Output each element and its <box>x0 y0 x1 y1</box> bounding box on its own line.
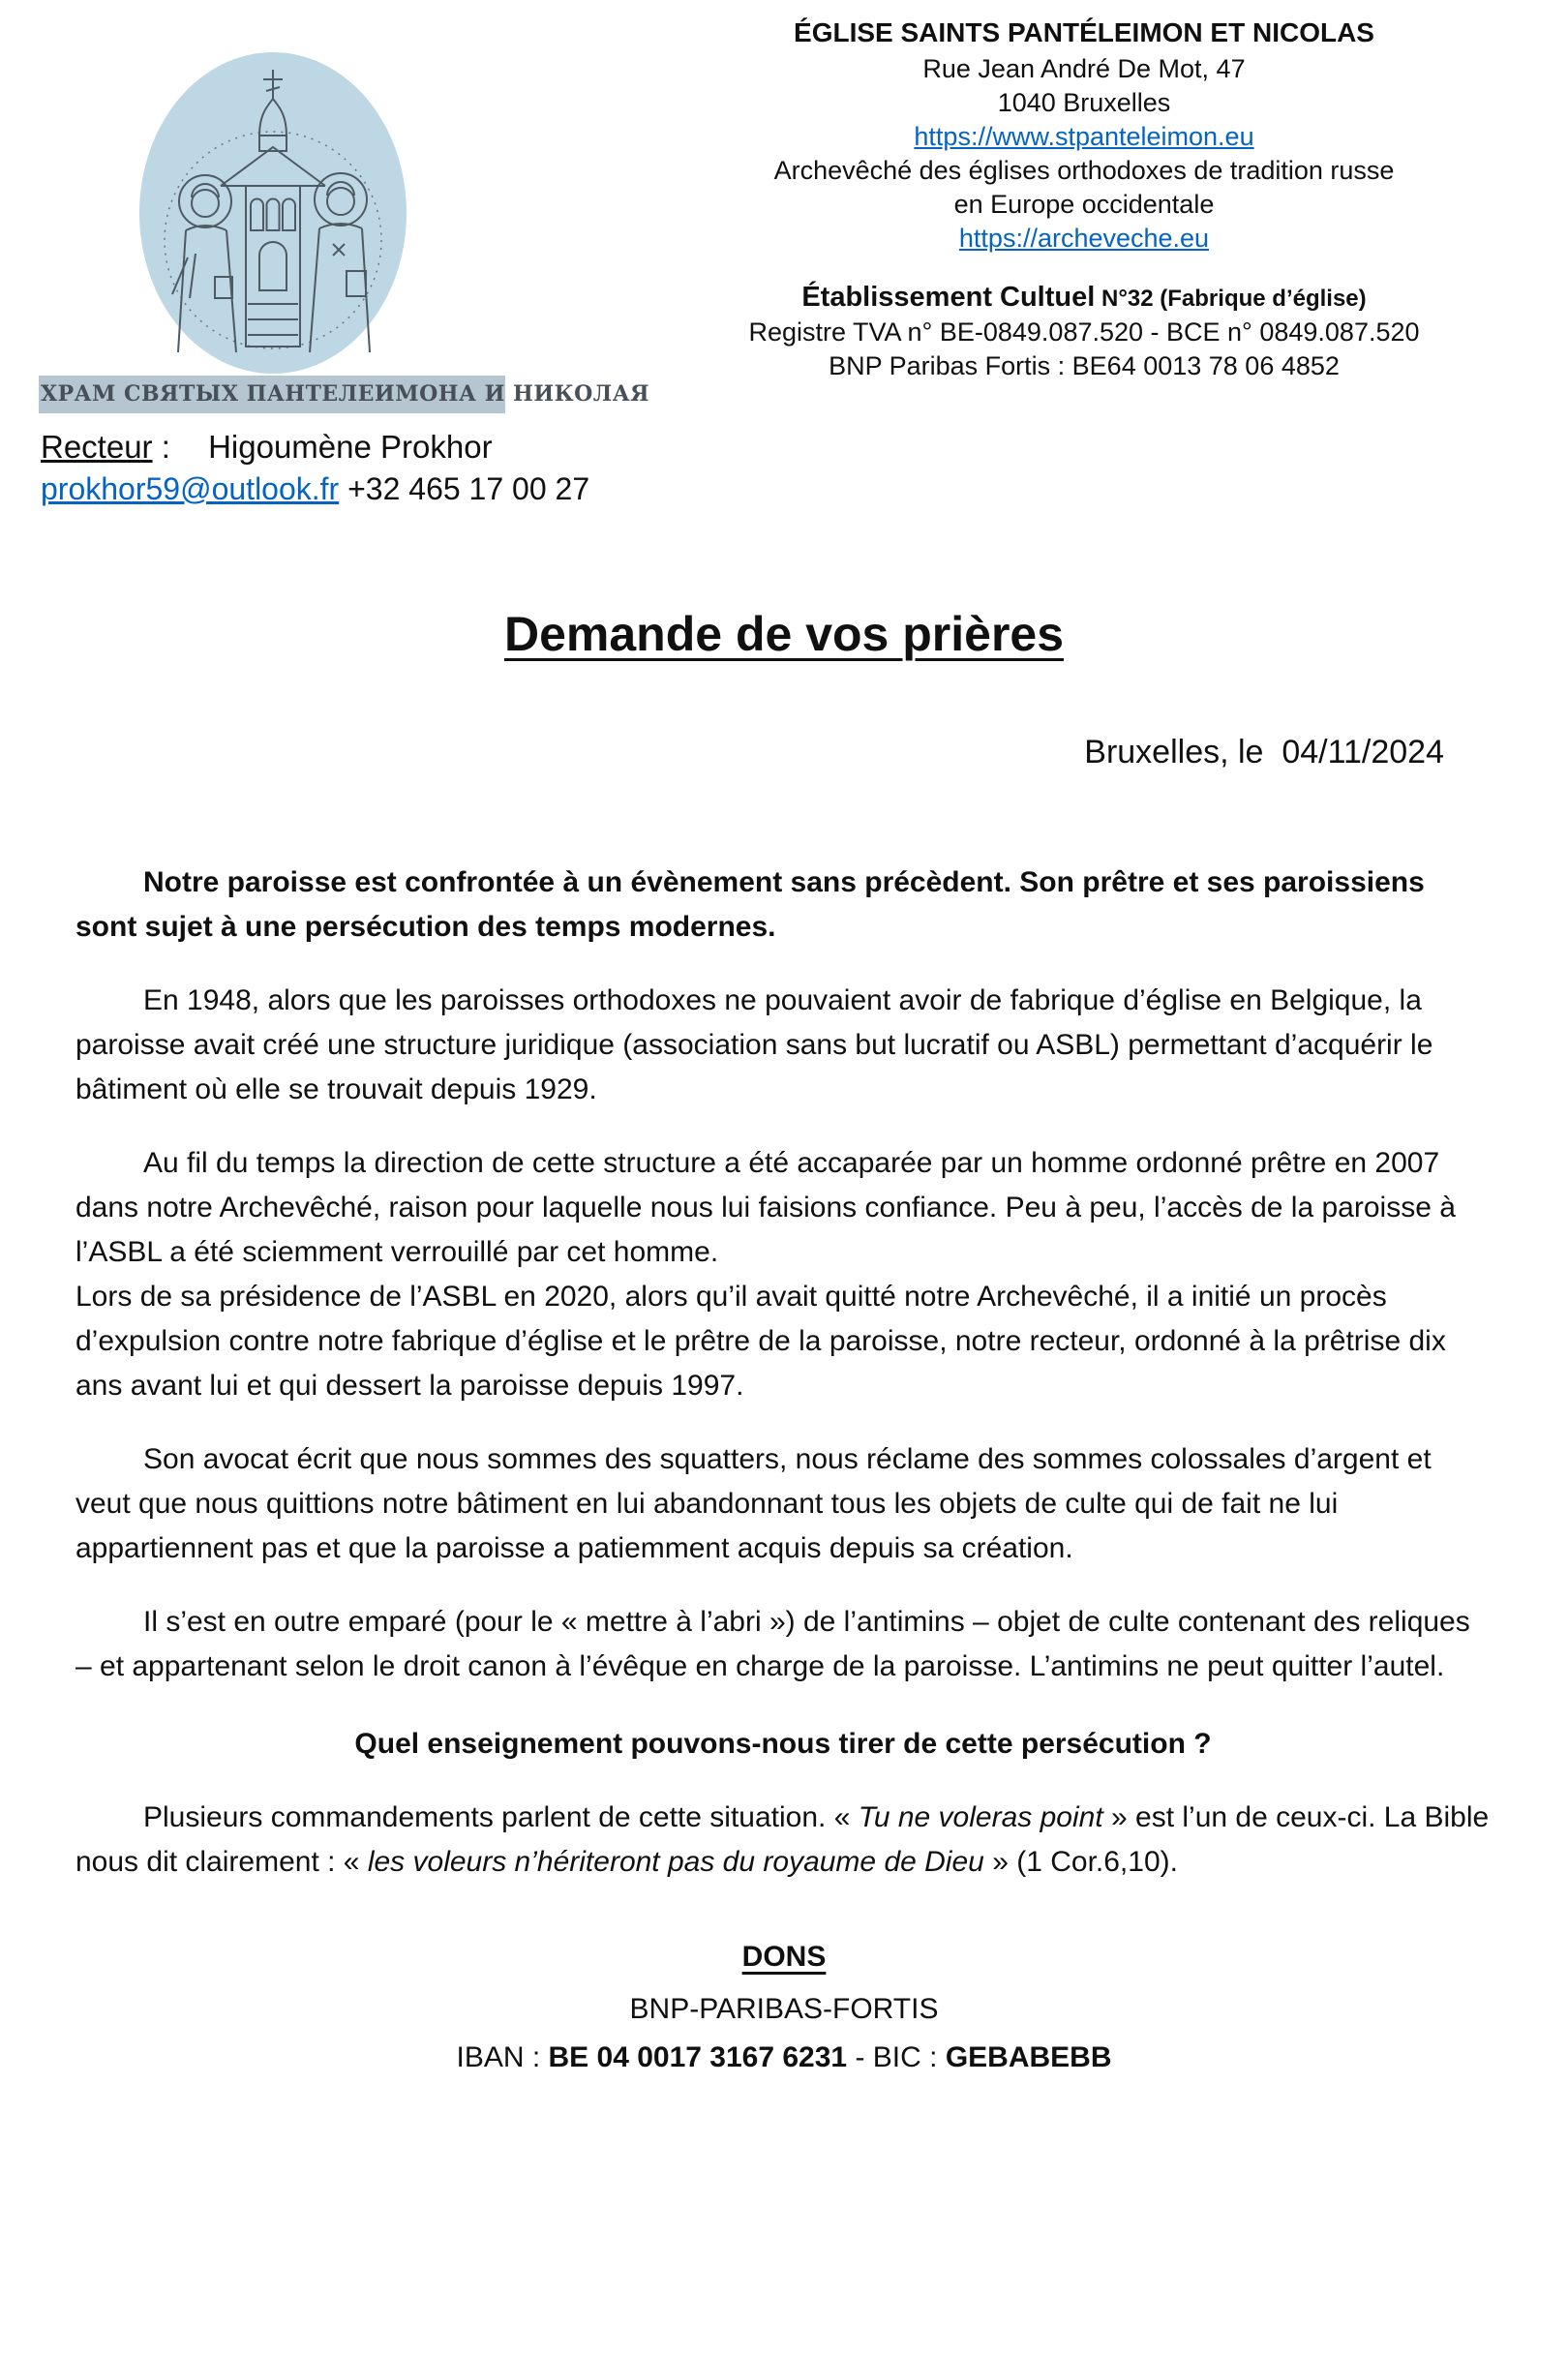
rector-name: Higoumène Prokhor <box>208 429 493 465</box>
establishment-line <box>600 281 1568 316</box>
paragraph-commandments <box>75 1796 1491 1885</box>
paragraph-intro: Notre paroisse est confrontée à un évènement sans précèdent. Son prêtre et ses paroissiens sont sujet à une persécution des temps modernes. <box>75 866 1425 943</box>
dateline: Bruxelles, le 04/11/2024 <box>1084 734 1444 770</box>
establishment-detail: N°32 (Fabrique d’église) <box>1095 286 1367 312</box>
rector-contact-line <box>41 471 600 507</box>
bic-value: GEBABEBB <box>945 2041 1112 2073</box>
iban-bic-separator: - <box>847 2041 873 2073</box>
letterhead-right-column <box>600 0 1568 507</box>
paragraph-1948: En 1948, alors que les paroisses orthodoxes ne pouvaient avoir de fabrique d’église en Belgique, la paroisse avait créé une structure juridique (association sans but lucratif ou ASBL) permettant d’acquérir le bâtiment où elle se trouvait depuis 1929. <box>75 984 1433 1105</box>
church-name: ÉGLISE SAINTS PANTÉLEIMON ET NICOLAS <box>794 17 1374 47</box>
donations-heading: DONS <box>741 1941 827 1973</box>
commandments-quote-2: les voleurs n’hériteront pas du royaume de Dieu <box>367 1846 984 1878</box>
diocese-website-link[interactable]: https://archeveche.eu <box>958 224 1210 253</box>
commandments-text-3: » (1 Cor.6,10). <box>983 1846 1178 1878</box>
paragraph-lawsuit: Lors de sa présidence de l’ASBL en 2020, alors qu’il avait quitté notre Archevêché, il a initié un procès d’expulsion contre notre fabrique d’église et le prêtre de la paroisse, notre recteur, ordonné à la prêtrise dix ans avant lui et qui dessert la paroisse depuis 1997. <box>75 1281 1446 1402</box>
commandments-text-2: » est l’un de ceux-ci. La Bible nous dit clairement : « <box>75 1801 1490 1878</box>
rector-block <box>41 429 600 507</box>
letterhead-left-column <box>0 0 650 507</box>
affiliation-line-1: Archevêché des églises orthodoxes de tradition russe <box>773 156 1395 185</box>
letterhead <box>0 0 1568 507</box>
rector-colon: : <box>152 429 180 465</box>
address-line-1: Rue Jean André De Mot, 47 <box>922 54 1246 83</box>
rector-email-link[interactable]: prokhor59@outlook.fr <box>41 471 340 506</box>
rector-phone: +32 465 17 00 27 <box>347 471 590 506</box>
church-logo <box>137 50 408 376</box>
affiliation-line-2: en Europe occidentale <box>953 190 1215 219</box>
church-website-link[interactable]: https://www.stpanteleimon.eu <box>914 122 1254 151</box>
address-line-2: 1040 Bruxelles <box>997 88 1171 117</box>
bic-label: BIC : <box>872 2041 946 2073</box>
commandments-quote-1: Tu ne voleras point <box>858 1801 1103 1833</box>
rector-label: Recteur <box>41 429 153 465</box>
donations-bank-name: BNP-PARIBAS-FORTIS <box>629 1993 939 2025</box>
logo-caption: ХРАМ СВЯТЫХ ПАНТЕЛЕИМОНА И НИКОЛАЯ <box>39 376 505 413</box>
paragraph-lawyer: Son avocat écrit que nous sommes des squatters, nous réclame des sommes colossales d’argent et veut que nous quittions notre bâtiment en lui abandonnant tous les objets de culte qui de fait ne lui appartiennent pas et que la paroisse a patiemment acquis depuis sa création. <box>75 1443 1432 1564</box>
donations-section <box>0 1935 1568 2080</box>
bank-account-line: BNP Paribas Fortis : BE64 0013 78 06 4852 <box>829 351 1340 380</box>
iban-label: IBAN : <box>456 2041 549 2073</box>
commandments-text-1: Plusieurs commandements parlent de cette situation. « <box>143 1801 859 1833</box>
question-heading: Quel enseignement pouvons-nous tirer de cette persécution ? <box>354 1728 1212 1760</box>
establishment-label: Établissement Cultuel <box>801 282 1096 313</box>
vat-registry-line: Registre TVA n° BE-0849.087.520 - BCE n° 0849.087.520 <box>748 317 1420 347</box>
letter-body <box>75 861 1491 1885</box>
iban-line <box>0 2036 1568 2080</box>
paragraph-structure: Au fil du temps la direction de cette structure a été accaparée par un homme ordonné prêtre en 2007 dans notre Archevêché, raison pour laquelle nous lui faisions confiance. Peu à peu, l’accès de la paroisse à l’ASBL a été sciemment verrouillé par cet homme. <box>75 1147 1456 1268</box>
letter-title: Demande de vos prières <box>503 607 1065 661</box>
rector-line <box>41 429 600 466</box>
iban-value: BE 04 0017 3167 6231 <box>548 2041 848 2073</box>
paragraph-antimins: Il s’est en outre emparé (pour le « mettre à l’abri ») de l’antimins – objet de culte contenant des reliques – et appartenant selon le droit canon à l’évêque en charge de la paroisse. L’antimins ne peut quitter l’autel. <box>75 1606 1470 1682</box>
